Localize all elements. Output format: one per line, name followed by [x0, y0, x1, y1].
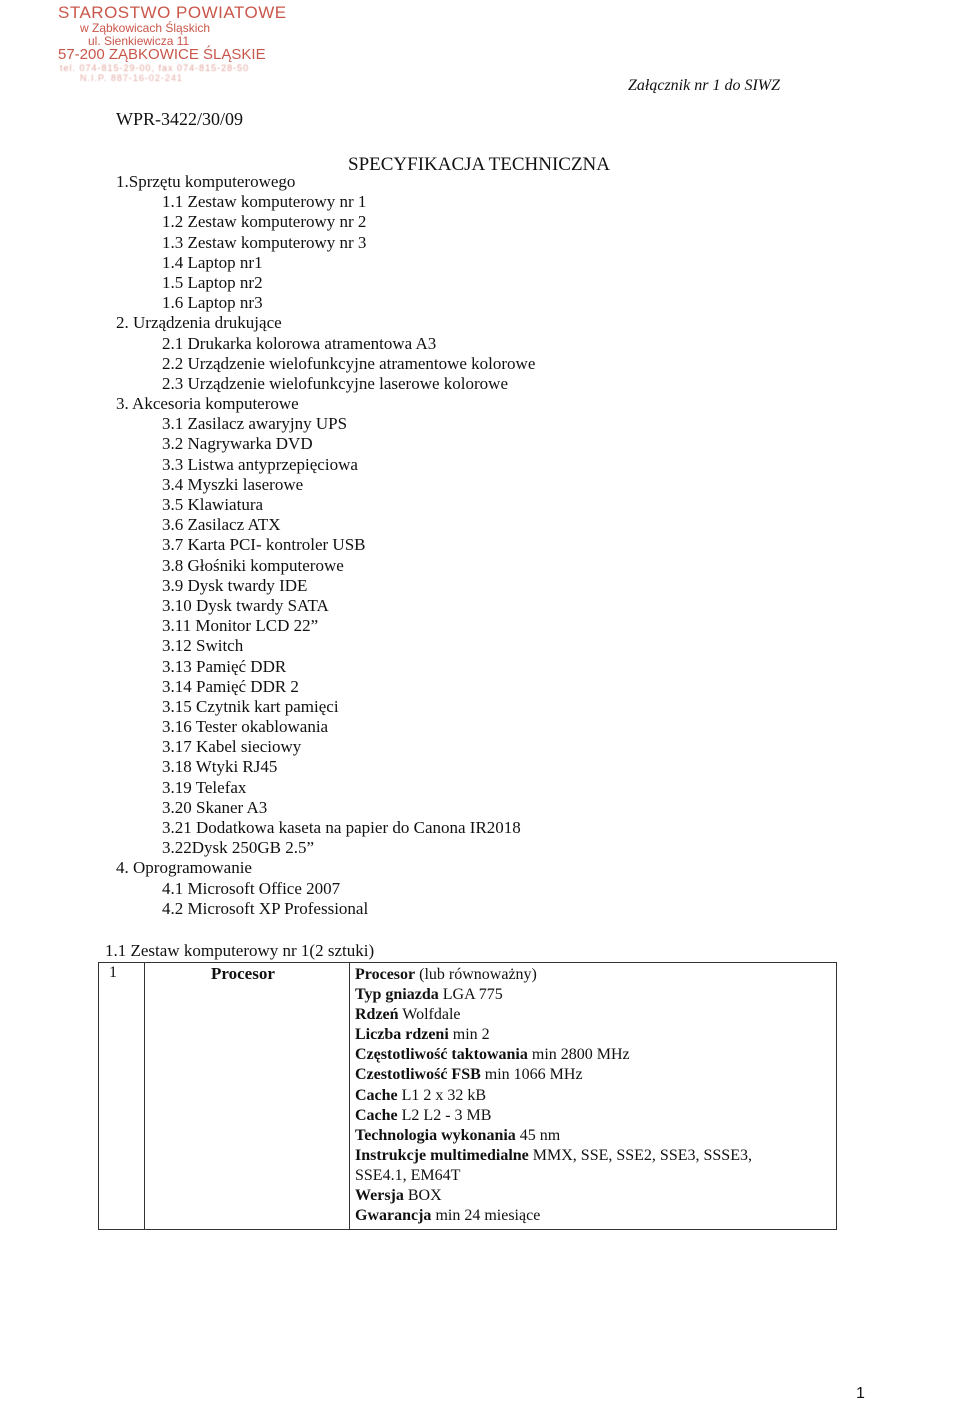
- toc-item: 1.6 Laptop nr3: [162, 293, 263, 313]
- spec-line: [355, 1146, 752, 1166]
- stamp-line: N.I.P. 887-16-02-241: [80, 73, 183, 83]
- spec-value: Wolfdale: [398, 1006, 461, 1024]
- toc-item: 1.3 Zestaw komputerowy nr 3: [162, 232, 367, 252]
- spec-line: [355, 1086, 752, 1106]
- spec-label: Cache: [355, 1106, 398, 1124]
- toc-item: 3.4 Myszki laserowe: [162, 474, 304, 494]
- toc-item: 4.2 Microsoft XP Professional: [162, 898, 369, 918]
- spec-value: min 2: [448, 1026, 490, 1044]
- component-name: Procesor: [211, 964, 275, 983]
- stamp-line: w Ząbkowicach Śląskich: [80, 21, 211, 35]
- spec-line: [355, 985, 752, 1005]
- toc-item: 3.14 Pamięć DDR 2: [162, 676, 299, 696]
- spec-label: Gwarancja: [355, 1207, 432, 1225]
- spec-line: [355, 1186, 752, 1206]
- attachment-label: Załącznik nr 1 do SIWZ: [628, 77, 780, 94]
- toc-item: 2.2 Urządzenie wielofunkcyjne atramentowe kolorowe: [162, 353, 536, 373]
- spec-line: [355, 1045, 752, 1065]
- spec-value: LGA 775: [438, 986, 503, 1004]
- toc-item: 1.5 Laptop nr2: [162, 272, 263, 292]
- spec-line: [355, 1106, 752, 1126]
- toc-item: 3.15 Czytnik kart pamięci: [162, 696, 339, 716]
- toc-item: 4.1 Microsoft Office 2007: [162, 878, 341, 898]
- row-number: 1: [109, 964, 117, 981]
- spec-label: Częstotliwość taktowania: [355, 1046, 528, 1064]
- toc-item: 3.3 Listwa antyprzepięciowa: [162, 454, 358, 474]
- toc-item: 2. Urządzenia drukujące: [116, 313, 282, 333]
- spec-value: 45 nm: [515, 1126, 561, 1144]
- toc-item: 3.21 Dodatkowa kaseta na papier do Canona IR2018: [162, 818, 521, 837]
- toc-item: 3.17 Kabel sieciowy: [162, 737, 302, 757]
- toc-item: 3.12 Switch: [162, 636, 244, 656]
- toc-item: 4. Oprogramowanie: [116, 858, 252, 878]
- toc-item: 3.11 Monitor LCD 22”: [162, 616, 319, 636]
- toc-item: 1.Sprzętu komputerowego: [116, 172, 296, 191]
- spec-value: MMX, SSE, SSE2, SSE3, SSSE3,: [528, 1146, 752, 1164]
- toc-item: 3.13 Pamięć DDR: [162, 656, 287, 676]
- toc-item: 3.6 Zasilacz ATX: [162, 515, 281, 535]
- toc-item: 3.1 Zasilacz awaryjny UPS: [162, 414, 348, 434]
- toc-item: 1.2 Zestaw komputerowy nr 2: [162, 212, 367, 232]
- toc-item: 3.18 Wtyki RJ45: [162, 757, 278, 777]
- spec-value: L1 2 x 32 kB: [397, 1086, 487, 1104]
- spec-label: Procesor: [355, 966, 416, 983]
- reference-number: WPR-3422/30/09: [116, 109, 244, 129]
- page-number: 1: [856, 1385, 865, 1402]
- stamp-line: ul. Sienkiewicza 11: [88, 34, 190, 48]
- table-caption: 1.1 Zestaw komputerowy nr 1(2 sztuki): [105, 941, 375, 960]
- stamp-line: STAROSTWO POWIATOWE: [58, 3, 287, 22]
- toc-item: 1.1 Zestaw komputerowy nr 1: [162, 192, 367, 212]
- spec-list: [355, 965, 752, 1226]
- toc-item: 3.10 Dysk twardy SATA: [162, 595, 329, 615]
- spec-value: min 24 miesiące: [431, 1207, 541, 1225]
- spec-label: Czestotliwość FSB: [355, 1066, 481, 1084]
- spec-line: [355, 965, 752, 985]
- toc-item: 3.2 Nagrywarka DVD: [162, 434, 313, 454]
- document-title: SPECYFIKACJA TECHNICZNA: [348, 154, 610, 175]
- spec-line: [355, 1025, 752, 1045]
- table-divider: [349, 963, 350, 1229]
- spec-label: Wersja: [355, 1187, 404, 1205]
- toc-item: 2.3 Urządzenie wielofunkcyjne laserowe kolorowe: [162, 373, 509, 393]
- spec-value: (lub równoważny): [415, 966, 537, 983]
- spec-table: [98, 962, 837, 1230]
- table-divider: [144, 963, 145, 1229]
- stamp-line: 57-200 ZĄBKOWICE ŚLĄSKIE: [58, 46, 266, 63]
- spec-line: [355, 1126, 752, 1146]
- spec-label: Technologia wykonania: [355, 1126, 516, 1144]
- spec-value: L2 L2 - 3 MB: [397, 1106, 492, 1124]
- toc-item: 3.16 Tester okablowania: [162, 717, 329, 737]
- spec-label: Cache: [355, 1086, 398, 1104]
- spec-value: min 2800 MHz: [527, 1046, 630, 1064]
- toc-item: 3.20 Skaner A3: [162, 797, 268, 817]
- spec-label: Liczba rdzeni: [355, 1026, 449, 1044]
- spec-line: [355, 1065, 752, 1085]
- toc-item: 3.7 Karta PCI- kontroler USB: [162, 535, 366, 555]
- spec-line: [355, 1005, 752, 1025]
- toc-item: 3.8 Głośniki komputerowe: [162, 555, 344, 575]
- spec-value: SSE4.1, EM64T: [355, 1166, 461, 1184]
- toc-item: 2.1 Drukarka kolorowa atramentowa A3: [162, 333, 437, 353]
- office-stamp: [58, 4, 287, 83]
- spec-value: min 1066 MHz: [480, 1066, 583, 1084]
- spec-label: Typ gniazda: [355, 986, 439, 1004]
- spec-label: Instrukcje multimedialne: [355, 1146, 529, 1164]
- stamp-line: tel. 074-815-29-00, fax 074-815-28-50: [60, 63, 250, 73]
- spec-line: [355, 1206, 752, 1226]
- toc-item: 3.19 Telefax: [162, 777, 247, 797]
- spec-label: Rdzeń: [355, 1006, 399, 1024]
- toc-item: 3. Akcesoria komputerowe: [116, 394, 299, 414]
- toc-item: 1.4 Laptop nr1: [162, 252, 263, 272]
- spec-line: [355, 1166, 752, 1186]
- toc-item: 3.5 Klawiatura: [162, 495, 264, 514]
- spec-value: BOX: [403, 1187, 442, 1205]
- toc-item: 3.22Dysk 250GB 2.5”: [162, 838, 315, 858]
- toc-item: 3.9 Dysk twardy IDE: [162, 575, 308, 595]
- table-of-contents: [0, 172, 535, 919]
